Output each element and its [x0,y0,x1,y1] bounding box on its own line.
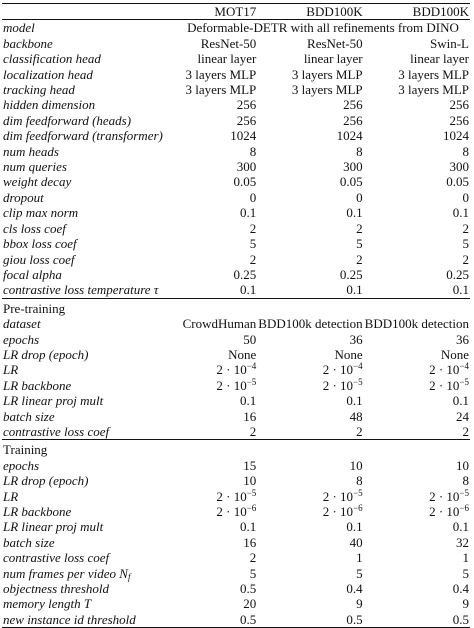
table-row [2,67,470,82]
cell-value: 2 [249,550,257,566]
table-row [2,205,470,220]
cell-value: 8 [249,143,257,159]
table-row [2,596,470,611]
cell-value: 1024 [230,128,257,144]
table-row [2,378,470,393]
pretraining-section [2,298,470,440]
row-label: weight decay [3,174,72,190]
row-label: objectness threshold [3,581,110,597]
cell-value: 0.5 [240,581,257,597]
cell-value: 8 [462,143,469,159]
row-label: LR backbone [3,377,72,393]
cell-value: 0 [462,189,469,205]
cell-value: 8 [356,473,363,489]
table-row [2,190,470,205]
cell-value: BDD100k detection [258,316,363,332]
cell-value: linear layer [197,51,257,67]
cell-value: 0.1 [240,282,257,298]
cell-value: 256 [343,112,363,128]
row-label: giou loss coef [3,251,75,267]
row-label: epochs [3,457,40,473]
cell-value: 0.1 [452,393,469,409]
cell-value: ResNet-50 [307,35,363,51]
cell-value: $2 \cdot 10^{-6}$ [322,503,363,519]
row-label: num queries [3,159,67,175]
cell-value: 0.25 [339,266,363,282]
cell-value: 50 [243,331,257,347]
cell-value: 1 [462,550,469,566]
cell-value: 9 [462,596,469,612]
row-label: contrastive loss coef [3,423,110,439]
cell-value: $2 \cdot 10^{-4}$ [322,361,363,378]
cell-value: 3 layers MLP [185,82,257,98]
row-label: cls loss coef [3,220,66,236]
table-row [2,51,470,66]
cell-value: 8 [356,143,363,159]
cell-value: 48 [349,408,363,424]
cell-value: 256 [449,112,469,128]
section-title-row [2,298,470,316]
cell-value: ResNet-50 [200,35,257,51]
row-label: contrastive loss coef [3,550,110,566]
row-label: LR [3,488,19,504]
table-header-row [2,4,470,20]
cell-value: 3 layers MLP [398,82,469,98]
table-row [2,332,470,347]
cell-value: 300 [343,159,363,175]
cell-value: 40 [349,534,363,550]
row-label: new instance id threshold [2,612,176,628]
cell-value: 256 [449,97,469,113]
cell-value: 2 [462,220,469,236]
cell-value: 0.4 [452,581,469,597]
cell-value: 15 [243,457,257,473]
cell-value: 5 [356,236,363,252]
row-label: contrastive loss temperature τ [3,282,159,298]
cell-value: 256 [236,112,257,128]
cell-value: BDD100k detection [364,316,469,332]
cell-value: 20 [243,596,257,612]
row-label: num heads [3,143,59,159]
cell-value: 0.5 [176,612,257,628]
cell-value: $2 \cdot 10^{-5}$ [429,487,469,504]
row-label: focal alpha [3,266,62,282]
cell-value: 2 [462,423,469,439]
training-section [2,440,470,628]
row-label: LR drop (epoch) [3,473,89,489]
table-row [2,535,470,550]
cell-value: 0.1 [346,393,363,409]
cell-value: 24 [456,408,469,424]
cell-value: 256 [236,97,257,113]
cell-value: 8 [462,473,469,489]
cell-value: 0.5 [364,612,470,628]
table-row [2,424,470,440]
row-label: localization head [3,66,93,82]
column-header-2: BDD100K [257,4,363,20]
row-label: classification head [3,51,101,67]
cell-value: 3 layers MLP [185,66,257,82]
cell-value: 10 [456,457,469,473]
table-row [2,362,470,377]
table-row [2,267,470,282]
row-label: dataset [3,316,41,332]
cell-value: $2 \cdot 10^{-6}$ [216,503,257,519]
row-label: dim feedforward (heads) [3,112,132,128]
table-row [2,550,470,565]
table-row [2,409,470,424]
row-label: tracking head [3,82,75,98]
cell-value: 5 [462,236,469,252]
table-row [2,236,470,251]
cell-value: 36 [456,331,469,347]
cell-value: 0.1 [346,205,363,221]
cell-value: 10 [243,473,257,489]
cell-value: 2 [356,423,363,439]
table-row [2,581,470,596]
table-row [2,316,470,331]
cell-value: 2 [249,423,257,439]
cell-value: $2 \cdot 10^{-5}$ [322,376,363,393]
table-row [2,36,470,51]
cell-value: 2 [462,251,469,267]
table-row [2,519,470,534]
cell-value: 1 [356,550,363,566]
cell-value: 16 [243,408,257,424]
pretraining-title: Pre-training [2,298,470,316]
cell-value: 5 [249,565,257,581]
cell-value: 0.05 [339,174,363,190]
column-header-3: BDD100K [364,4,470,20]
table-row [2,489,470,504]
cell-value: 1024 [336,128,363,144]
cell-value: 0.1 [452,282,469,298]
table-row [2,347,470,362]
cell-value: 256 [343,97,363,113]
row-label: backbone [3,35,53,51]
cell-value: 300 [236,159,257,175]
cell-value: 0.1 [452,519,469,535]
table-row [2,128,470,143]
cell-value: 0 [356,189,363,205]
training-title: Training [2,440,470,458]
row-label: batch size [3,534,55,550]
cell-value: 32 [456,534,469,550]
cell-value: linear layer [303,51,363,67]
cell-value: 2 [356,251,363,267]
table-row [2,97,470,112]
row-label: LR linear proj mult [3,519,104,535]
cell-value: 3 layers MLP [291,66,363,82]
row-label: batch size [3,408,55,424]
cell-value: 3 layers MLP [291,82,363,98]
cell-value: 0.1 [240,393,257,409]
cell-value: None [440,346,469,362]
cell-value: 9 [356,596,363,612]
cell-value: 36 [349,331,363,347]
cell-value: $2 \cdot 10^{-5}$ [216,376,257,393]
row-label: num frames per video $N_f$ [3,565,131,582]
table-row [2,393,470,408]
table-row [2,504,470,519]
row-label: epochs [3,331,40,347]
table-row [2,159,470,174]
cell-value: Swin-L [430,35,469,51]
cell-value: 0.4 [346,581,363,597]
cell-value: $2 \cdot 10^{-5}$ [216,487,257,504]
cell-value: None [228,346,257,362]
cell-value: $2 \cdot 10^{-5}$ [322,487,363,504]
cell-value: 5 [356,565,363,581]
cell-value: 0.1 [240,519,257,535]
table-row [2,174,470,189]
cell-value: 1024 [443,128,469,144]
model-value: Deformable-DETR with all refinements from DINO [187,20,459,36]
cell-value: 5 [249,236,257,252]
cell-value: 0.05 [233,174,257,190]
table-row [2,113,470,128]
cell-value: linear layer [410,51,469,67]
cell-value: 0.1 [346,519,363,535]
section-title-row [2,440,470,458]
table-row [2,458,470,473]
table-row [2,473,470,488]
row-label: LR drop (epoch) [3,346,89,362]
cell-value: 0.1 [346,282,363,298]
table-row [2,612,470,628]
cell-value: 10 [349,457,363,473]
cell-value: 300 [449,159,469,175]
row-label: LR backbone [3,504,72,519]
cell-value: 0.25 [446,266,469,282]
cell-value: 0.1 [240,205,257,221]
cell-value: $2 \cdot 10^{-4}$ [216,361,257,378]
column-header-1: MOT17 [176,4,257,20]
row-label: hidden dimension [3,97,96,113]
table-row [2,252,470,267]
row-label: LR linear proj mult [3,393,104,409]
hyperparameter-table [2,3,470,628]
table-row [2,566,470,581]
cell-value: $2 \cdot 10^{-5}$ [429,376,469,393]
row-label: clip max norm [3,205,79,221]
cell-value: 2 [249,251,257,267]
cell-value: 5 [462,565,469,581]
table-row [2,282,470,298]
cell-value: $2 \cdot 10^{-4}$ [429,361,469,378]
row-label: dim feedforward (transformer) [3,128,163,144]
header-blank [2,4,176,20]
cell-value: CrowdHuman [182,316,257,332]
cell-value: 0.25 [233,266,257,282]
row-label: bbox loss coef [3,236,77,252]
cell-value: 3 layers MLP [398,66,469,82]
cell-value: 0.05 [446,174,469,190]
row-label: model [3,20,35,36]
row-label: dropout [3,189,44,205]
table-row [2,221,470,236]
cell-value: 16 [243,534,257,550]
cell-value: 2 [356,220,363,236]
cell-value: None [334,346,363,362]
cell-value: $2 \cdot 10^{-6}$ [429,503,469,519]
cell-value: 0 [249,189,257,205]
cell-value: 0.5 [257,612,363,628]
table-row [2,20,470,36]
table-row [2,82,470,97]
cell-value: 0.1 [452,205,469,221]
row-label: memory length T [3,596,92,612]
model-section [2,20,470,298]
table-row [2,144,470,159]
row-label: LR [3,362,19,378]
cell-value: 2 [249,220,257,236]
